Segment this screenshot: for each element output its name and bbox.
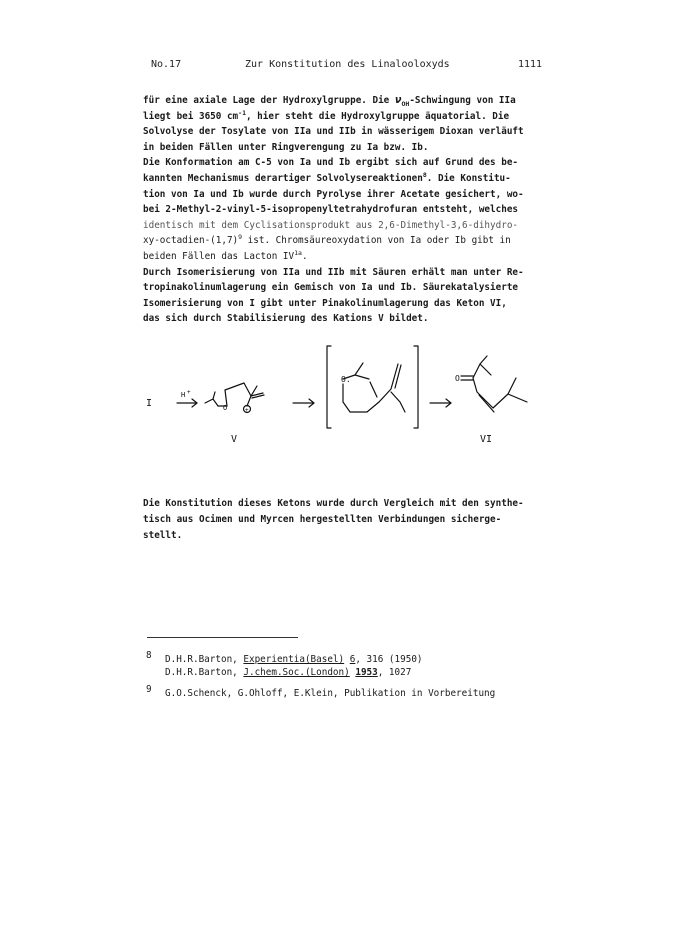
body-line-2: liegt bei 3650 $cm^{-1}$, hier steht die Hydroxylgruppe äquatorial. Die bbox=[143, 108, 510, 122]
body-line-14: Isomerisierung von I gibt unter Pinakolinumlagerung das Keton VI, bbox=[143, 297, 507, 309]
intermediate-structure bbox=[343, 363, 405, 412]
body-line-9: identisch mit dem Cyclisationsprodukt aus 2,6-Dimethyl-3,6-dihydro- bbox=[143, 219, 519, 231]
body-line-4: in beiden Fällen unter Ringverengung zu Ia bzw. Ib. bbox=[143, 141, 429, 153]
body-line-11: beiden Fällen das Lacton $IV^{1a}$. bbox=[143, 248, 308, 262]
body-line-1: für eine axiale Lage der Hydroxylgruppe. Die $\nu_{OH}$-Schwingung von IIa bbox=[143, 93, 516, 108]
ketone-vi-structure bbox=[461, 356, 527, 412]
cation-charge: + bbox=[245, 407, 249, 414]
journal-issue: No.17 bbox=[151, 59, 182, 70]
reagent-label: H bbox=[181, 391, 186, 399]
body-line-3: Solvolyse der Tosylate von IIa und IIb in wässerigem Dioxan verläuft bbox=[143, 126, 524, 138]
oxygen-d: O bbox=[455, 374, 460, 383]
body-line-5: Die Konformation am C-5 von Ia und Ib ergibt sich auf Grund des be- bbox=[143, 157, 519, 169]
right-bracket bbox=[414, 346, 418, 428]
body-line-6: kannten Mechanismus derartiger Solvolysereaktionen$^8$. Die Konstitu- bbox=[143, 170, 511, 184]
running-title: Zur Konstitution des Linalooloxyds bbox=[245, 59, 450, 70]
footnote-9-text: G.O.Schenck, G.Ohloff, E.Klein, Publikation in Vorbereitung bbox=[165, 688, 496, 699]
footnote-8-line-2: D.H.R.Barton, J.chem.Soc.(London) 1953, 1027 bbox=[165, 667, 412, 678]
footnote-separator bbox=[147, 637, 298, 638]
conclusion-paragraph bbox=[143, 496, 545, 544]
conclusion-line-3: stellt. bbox=[143, 530, 183, 541]
body-line-8: bei 2-Methyl-2-vinyl-5-isopropenyltetrahydrofuran entsteht, welches bbox=[143, 204, 519, 216]
page-number: 1111 bbox=[518, 59, 543, 70]
label-vi: VI bbox=[480, 434, 493, 445]
footnote-8-line-1: D.H.R.Barton, Experientia(Basel) 6, 316 (1950) bbox=[165, 654, 423, 665]
body-line-12: Durch Isomerisierung von IIa und IIb mit Säuren erhält man unter Re- bbox=[143, 266, 524, 278]
oxygen-a: O bbox=[223, 404, 228, 412]
footnote-9-marker: 9 bbox=[146, 684, 152, 695]
cation-v-structure bbox=[205, 383, 264, 406]
body-line-7: tion von Ia und Ib wurde durch Pyrolyse ihrer Acetate gesichert, wo- bbox=[143, 188, 524, 200]
conclusion-line-2: tisch aus Ocimen und Myrcen hergestellten Verbindungen sicherge- bbox=[143, 514, 502, 525]
reactant-label: I bbox=[146, 398, 153, 409]
footnote-8-marker: 8 bbox=[146, 650, 152, 661]
reaction-scheme bbox=[143, 342, 543, 460]
body-line-15: das sich durch Stabilisierung des Kations V bildet. bbox=[143, 313, 429, 325]
body-line-13: tropinakolinumlagerung ein Gemisch von Ia und Ib. Säurekatalysierte bbox=[143, 282, 519, 294]
left-bracket bbox=[327, 346, 331, 428]
body-line-10: $xy-octadien-(1,7)^9$ ist. Chromsäureoxydation von Ia oder Ib gibt in bbox=[143, 233, 511, 247]
conclusion-line-1: Die Konstitution dieses Ketons wurde durch Vergleich mit den synthe- bbox=[143, 498, 524, 509]
reagent-charge: + bbox=[187, 389, 191, 396]
oxygen-c: O. bbox=[341, 375, 351, 384]
body-paragraph bbox=[143, 92, 545, 327]
label-v: V bbox=[231, 434, 238, 445]
